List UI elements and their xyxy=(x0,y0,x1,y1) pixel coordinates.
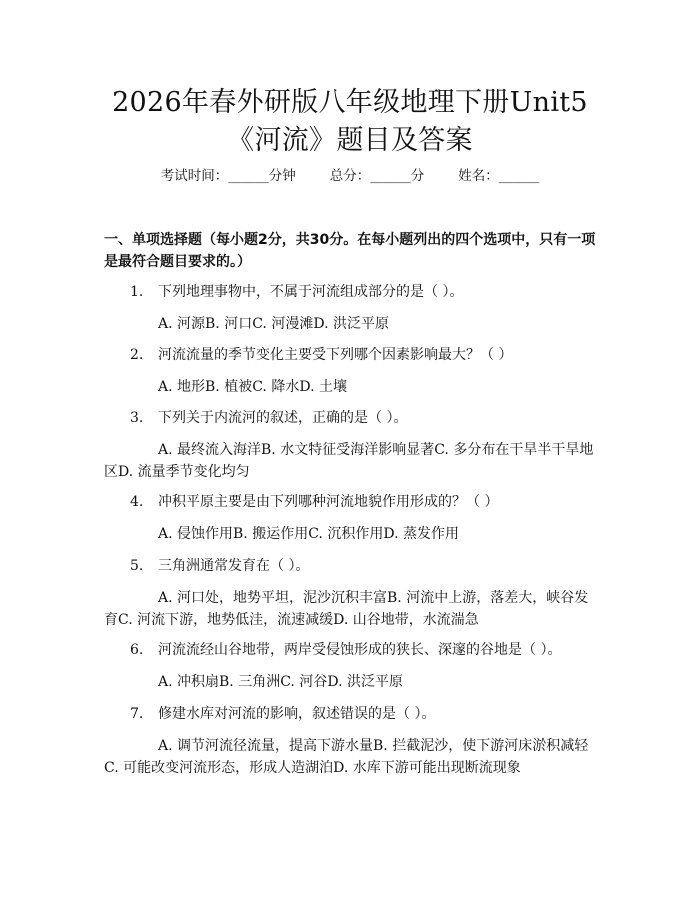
question-number: 5. xyxy=(130,558,144,574)
question-stem: 下列地理事物中，不属于河流组成部分的是（ ）。 xyxy=(158,284,464,300)
question-number: 7. xyxy=(130,706,144,722)
question-stem: 冲积平原主要是由下列哪种河流地貌作用形成的？（ ） xyxy=(158,494,499,510)
question-stem: 三角洲通常发育在（ ）。 xyxy=(158,558,310,574)
option-d: D. 洪泛平原 xyxy=(327,674,403,690)
option-b: B. 拦截泥沙，使下游河床淤积减轻 xyxy=(373,738,589,754)
section-heading-single-choice: 一、单项选择题（每小题2分，共30分。在每小题列出的四个选项中，只有一项是最符合题目要求的。） xyxy=(104,232,596,270)
option-d: D. 水库下游可能出现断流现象 xyxy=(333,760,521,776)
student-name-field: 姓名：______ xyxy=(458,168,540,184)
option-a: A. 地形 xyxy=(158,379,206,395)
option-d: D. 洪泛平原 xyxy=(313,316,389,332)
option-d: D. 山谷地带，水流湍急 xyxy=(333,612,479,628)
option-b: B. 河口 xyxy=(205,316,253,332)
option-b: B. 河流中上游，落差大，峡谷发育 xyxy=(104,590,589,628)
option-a: A. 侵蚀作用 xyxy=(158,526,234,542)
question-4-options xyxy=(104,523,600,545)
option-c: C. 河流下游，地势低洼，流速减缓 xyxy=(118,612,334,628)
option-b: B. 水文特征受海洋影响显著 xyxy=(261,442,435,458)
question-6-options xyxy=(104,671,600,693)
option-c: C. 河谷 xyxy=(280,674,328,690)
option-c: C. 可能改变河流形态，形成人造湖泊 xyxy=(104,760,334,776)
question-number: 6. xyxy=(130,642,144,658)
question-number: 3. xyxy=(130,410,144,426)
question-stem: 河流流经山谷地带，两岸受侵蚀形成的狭长、深邃的谷地是（ ）。 xyxy=(158,642,562,658)
exam-time-field: 考试时间：______分钟 xyxy=(160,168,296,184)
question-stem: 修建水库对河流的影响，叙述错误的是（ ）。 xyxy=(158,706,436,722)
document-title: 2026年春外研版八年级地理下册Unit5《河流》题目及答案 xyxy=(112,87,588,156)
option-a: A. 调节河流径流量，提高下游水量 xyxy=(158,738,374,754)
question-stem: 下列关于内流河的叙述，正确的是（ ）。 xyxy=(158,410,408,426)
option-b: B. 植被 xyxy=(205,379,253,395)
option-a: A. 河口处，地势平坦，泥沙沉积丰富 xyxy=(158,590,388,606)
option-d: D. 蒸发作用 xyxy=(383,526,459,542)
option-c: C. 多分布在干旱半干旱地区 xyxy=(104,442,594,480)
option-c: C. 河漫滩 xyxy=(252,316,314,332)
option-a: A. 最终流入海洋 xyxy=(158,442,262,458)
exam-info-line xyxy=(0,166,700,186)
question-7-options xyxy=(104,735,600,779)
total-score-field: 总分：______分 xyxy=(329,168,425,184)
option-d: D. 土壤 xyxy=(299,379,347,395)
option-d: D. 流量季节变化均匀 xyxy=(118,464,250,480)
question-1-options xyxy=(104,313,600,335)
question-3-options xyxy=(104,439,600,483)
question-number: 1. xyxy=(130,284,144,300)
question-number: 4. xyxy=(130,494,144,510)
question-stem: 河流流量的季节变化主要受下列哪个因素影响最大？（ ） xyxy=(158,347,513,363)
question-number: 2. xyxy=(130,347,144,363)
question-2-options xyxy=(104,376,600,398)
option-a: A. 河源 xyxy=(158,316,206,332)
option-a: A. 冲积扇 xyxy=(158,674,220,690)
option-c: C. 沉积作用 xyxy=(308,526,384,542)
option-c: C. 降水 xyxy=(252,379,300,395)
question-5-options xyxy=(104,587,600,631)
option-b: B. 搬运作用 xyxy=(233,526,309,542)
option-b: B. 三角洲 xyxy=(219,674,281,690)
